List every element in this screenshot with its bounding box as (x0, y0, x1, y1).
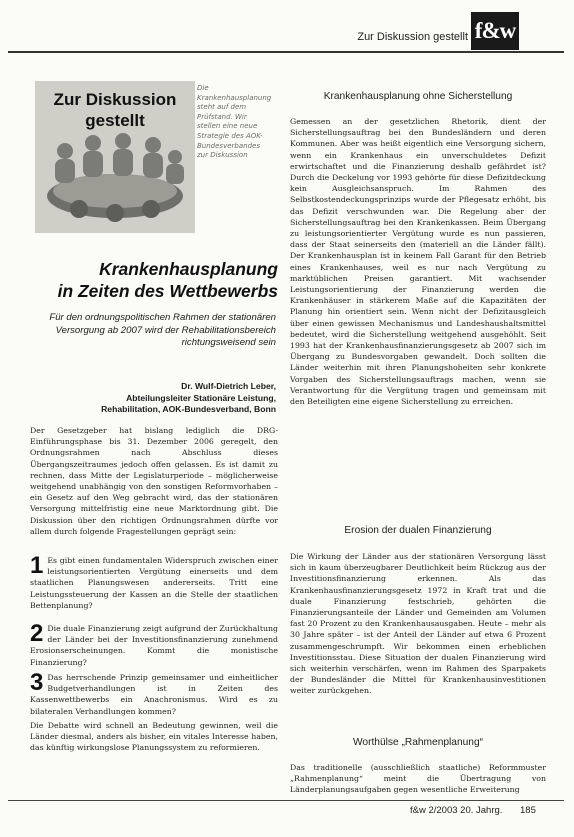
section-label: Zur Diskussion gestellt (357, 31, 468, 43)
article-subtitle: Für den ordnungspolitischen Rahmen der stationären Versorgung ab 2007 wird der Rehabilitationsbereich richtungsweisend sein (49, 312, 276, 348)
section-heading: Worthülse „Rahmenplanung“ (352, 737, 484, 748)
header-rule (8, 51, 564, 53)
question-item (30, 552, 278, 611)
question-text: Die duale Finanzierung zeigt aufgrund der Zurückhaltung der Länder bei der Investitionsfinanzierung zunehmend Erosionserscheinungen. Kommt die monistische Finanzierung? (30, 624, 278, 667)
body-paragraph: Die Wirkung der Länder aus der stationären Versorgung lässt sich in kaum überzeugbarer Deutlichkeit beim Rückzug aus der Investitionsfinanzierung erkennen. Als das Krankenhausfinanzierungsgesetz 1972 in Kraft trat und die duale Finanzierung festschrieb, gehörten die Finanzierungsanteile der Länder und Gemeinden am Volumen fast 20 Prozent zu den Krankenhausausgaben. Heute – mehr als 30 Jahre später – ist der Anteil der Länder auf etwa 6 Prozent zusammengeschrumpft. Wir bekommen einen erheblichen Investitionsstau. Diese Situation der dualen Finanzierung wird sich weiterhin verschärfen, wenn im Rahmen des Sparpakets der Bundesländer die Mittel für Krankenhausinvestitionen weiter zurückgehen. (290, 552, 546, 696)
author-role1: Abteilungsleiter Stationäre Leistung, (126, 392, 276, 403)
article-title (30, 258, 278, 302)
section-heading: Krankenhausplanung ohne Sicherstellung (323, 91, 513, 102)
intro-paragraph: Der Gesetzgeber hat bislang lediglich die DRG-Einführungsphase bis 31. Dezember 2006 geregelt, den Ordnungsrahmen nach Abschluss dieses Übergangszeitraumes jedoch offen gelassen. Es ist damit zu rechnen, dass Mitte der Legislaturperiode – möglicherweise weitgehend unabhängig von den sonstigen Reformvorhaben – ein Gesetz auf den Weg gebracht wird, das der stationären Versorgung mittelfristig eine neue Marktordnung gibt. Die Diskussion über den richtigen Ordnungsrahmen dürfte vor allem durch folgende Fragestellungen geprägt sein: (30, 426, 278, 536)
page-number: 185 (520, 805, 536, 816)
hero-title (35, 89, 195, 131)
footer-journal: f&w 2/2003 20. Jahrg. (410, 805, 503, 816)
outro-paragraph: Die Debatte wird schnell an Bedeutung gewinnen, weil die Länder diesmal, anders als bisher, ein vitales Interesse haben, das künftig wirkungslose Planungssystem zu reformieren. (30, 721, 278, 753)
question-number: 2 (30, 620, 44, 647)
author-name: Dr. Wulf-Dietrich Leber, (181, 381, 276, 391)
question-item (30, 620, 278, 668)
teaser-text: Die Krankenhausplanung steht auf dem Prüfstand. Wir stellen eine neue Strategie des AOK-Bundesverbandes zur Diskussion (197, 84, 272, 160)
section-heading: Erosion der dualen Finanzierung (344, 525, 492, 536)
article-title-line2: in Zeiten des Wettbewerbs (57, 281, 278, 301)
body-paragraph: Gemessen an der gesetzlichen Rhetorik, dient der Sicherstellungsauftrag bei den Bundesländern und deren Kommunen. Aber was heißt eigentlich eine Versorgung sichern, wenn ein Krankenhaus ein unverschuldetes Defizit erwirtschaftet und die Finanzierung deshalb gefährdet ist? Durch die Deckelung vor 1993 gehörte für diese Defizitdeckung kein Ausgleichsanspruch. Im Rahmen des Selbstkostendeckungsprinzips wurde der Pflegesatz erhöht, bis das Defizit verschwunden war. Die Regelung aber der Sicherstellungsauftrag bei den Krankenkassen. Beim Übergang zu leistungsorientierter Vergütung wurde es nun passieren, dass der Staat seinerseits den (materiell an die Länder fällt). Der Krankenhausplan ist in keinem Fall Garant für den Betrieb eines Krankenhauses, weil es nur nach Vergütung zu marktüblichen Preisen garantiert. Mit wachsender Leistungsorientierung der Finanzierung werden die Krankenhäuser in stärkerem Maße auf die Kapazitäten der Planung hin orientiert sein. Wenn nicht der Defizitausgleich über einen gewissen Mechanismus und Landeshaushaltsmittel bedeutet, wird die Sicherstellung weitgehend ausgehöhlt. Seit 1993 hat der Krankenhausfinanzierungsgesetz ab 2007 sich im Übergang zu Bundesvorgaben gewandelt. Doch sollten die Länder weiterhin mit ihren Planungshoheiten sehr konkrete Vorgaben des Sicherstellungsauftrags machen, wenn sie Verantwortung für die Vergütung tragen und gemeinsam mit den Beteiligten eine eigene Sicherstellung zu erreichen. (290, 117, 546, 407)
question-number: 3 (30, 669, 44, 696)
footer-rule (8, 800, 564, 801)
body-paragraph: Das traditionelle (ausschließlich staatliche) Reformmuster „Rahmenplanung“ meint die Übertragung von Länderplanungsaufgaben gegen wesentliche Erweiterung (290, 763, 546, 795)
author-role2: Rehabilitation, AOK-Bundesverband, Bonn (101, 404, 276, 415)
article-title-line1: Krankenhausplanung (99, 259, 278, 279)
author-block (40, 381, 276, 416)
question-text: Das herrschende Prinzip gemeinsamer und einheitlicher Budgetverhandlungen ist in Zeiten des Kassenwettbewerbs ein Anachronismus. Wird es zu bilateralen Verhandlungen kommen? (30, 673, 278, 716)
journal-logo: f&w (471, 12, 519, 50)
hero-title-line1: Zur Diskussion (53, 90, 177, 109)
question-item (30, 669, 278, 717)
question-text: Es gibt einen fundamentalen Widerspruch zwischen einer leistungsorientierten Vergütung einerseits und dem staatlichen Planungswesen andererseits. Tritt eine Leistungssteuerung der Kassen an die Stelle der staatlichen Bettenplanung? (30, 556, 278, 610)
discussion-illustration (35, 81, 195, 233)
question-number: 1 (30, 552, 44, 579)
hero-title-line2: gestellt (85, 111, 145, 130)
